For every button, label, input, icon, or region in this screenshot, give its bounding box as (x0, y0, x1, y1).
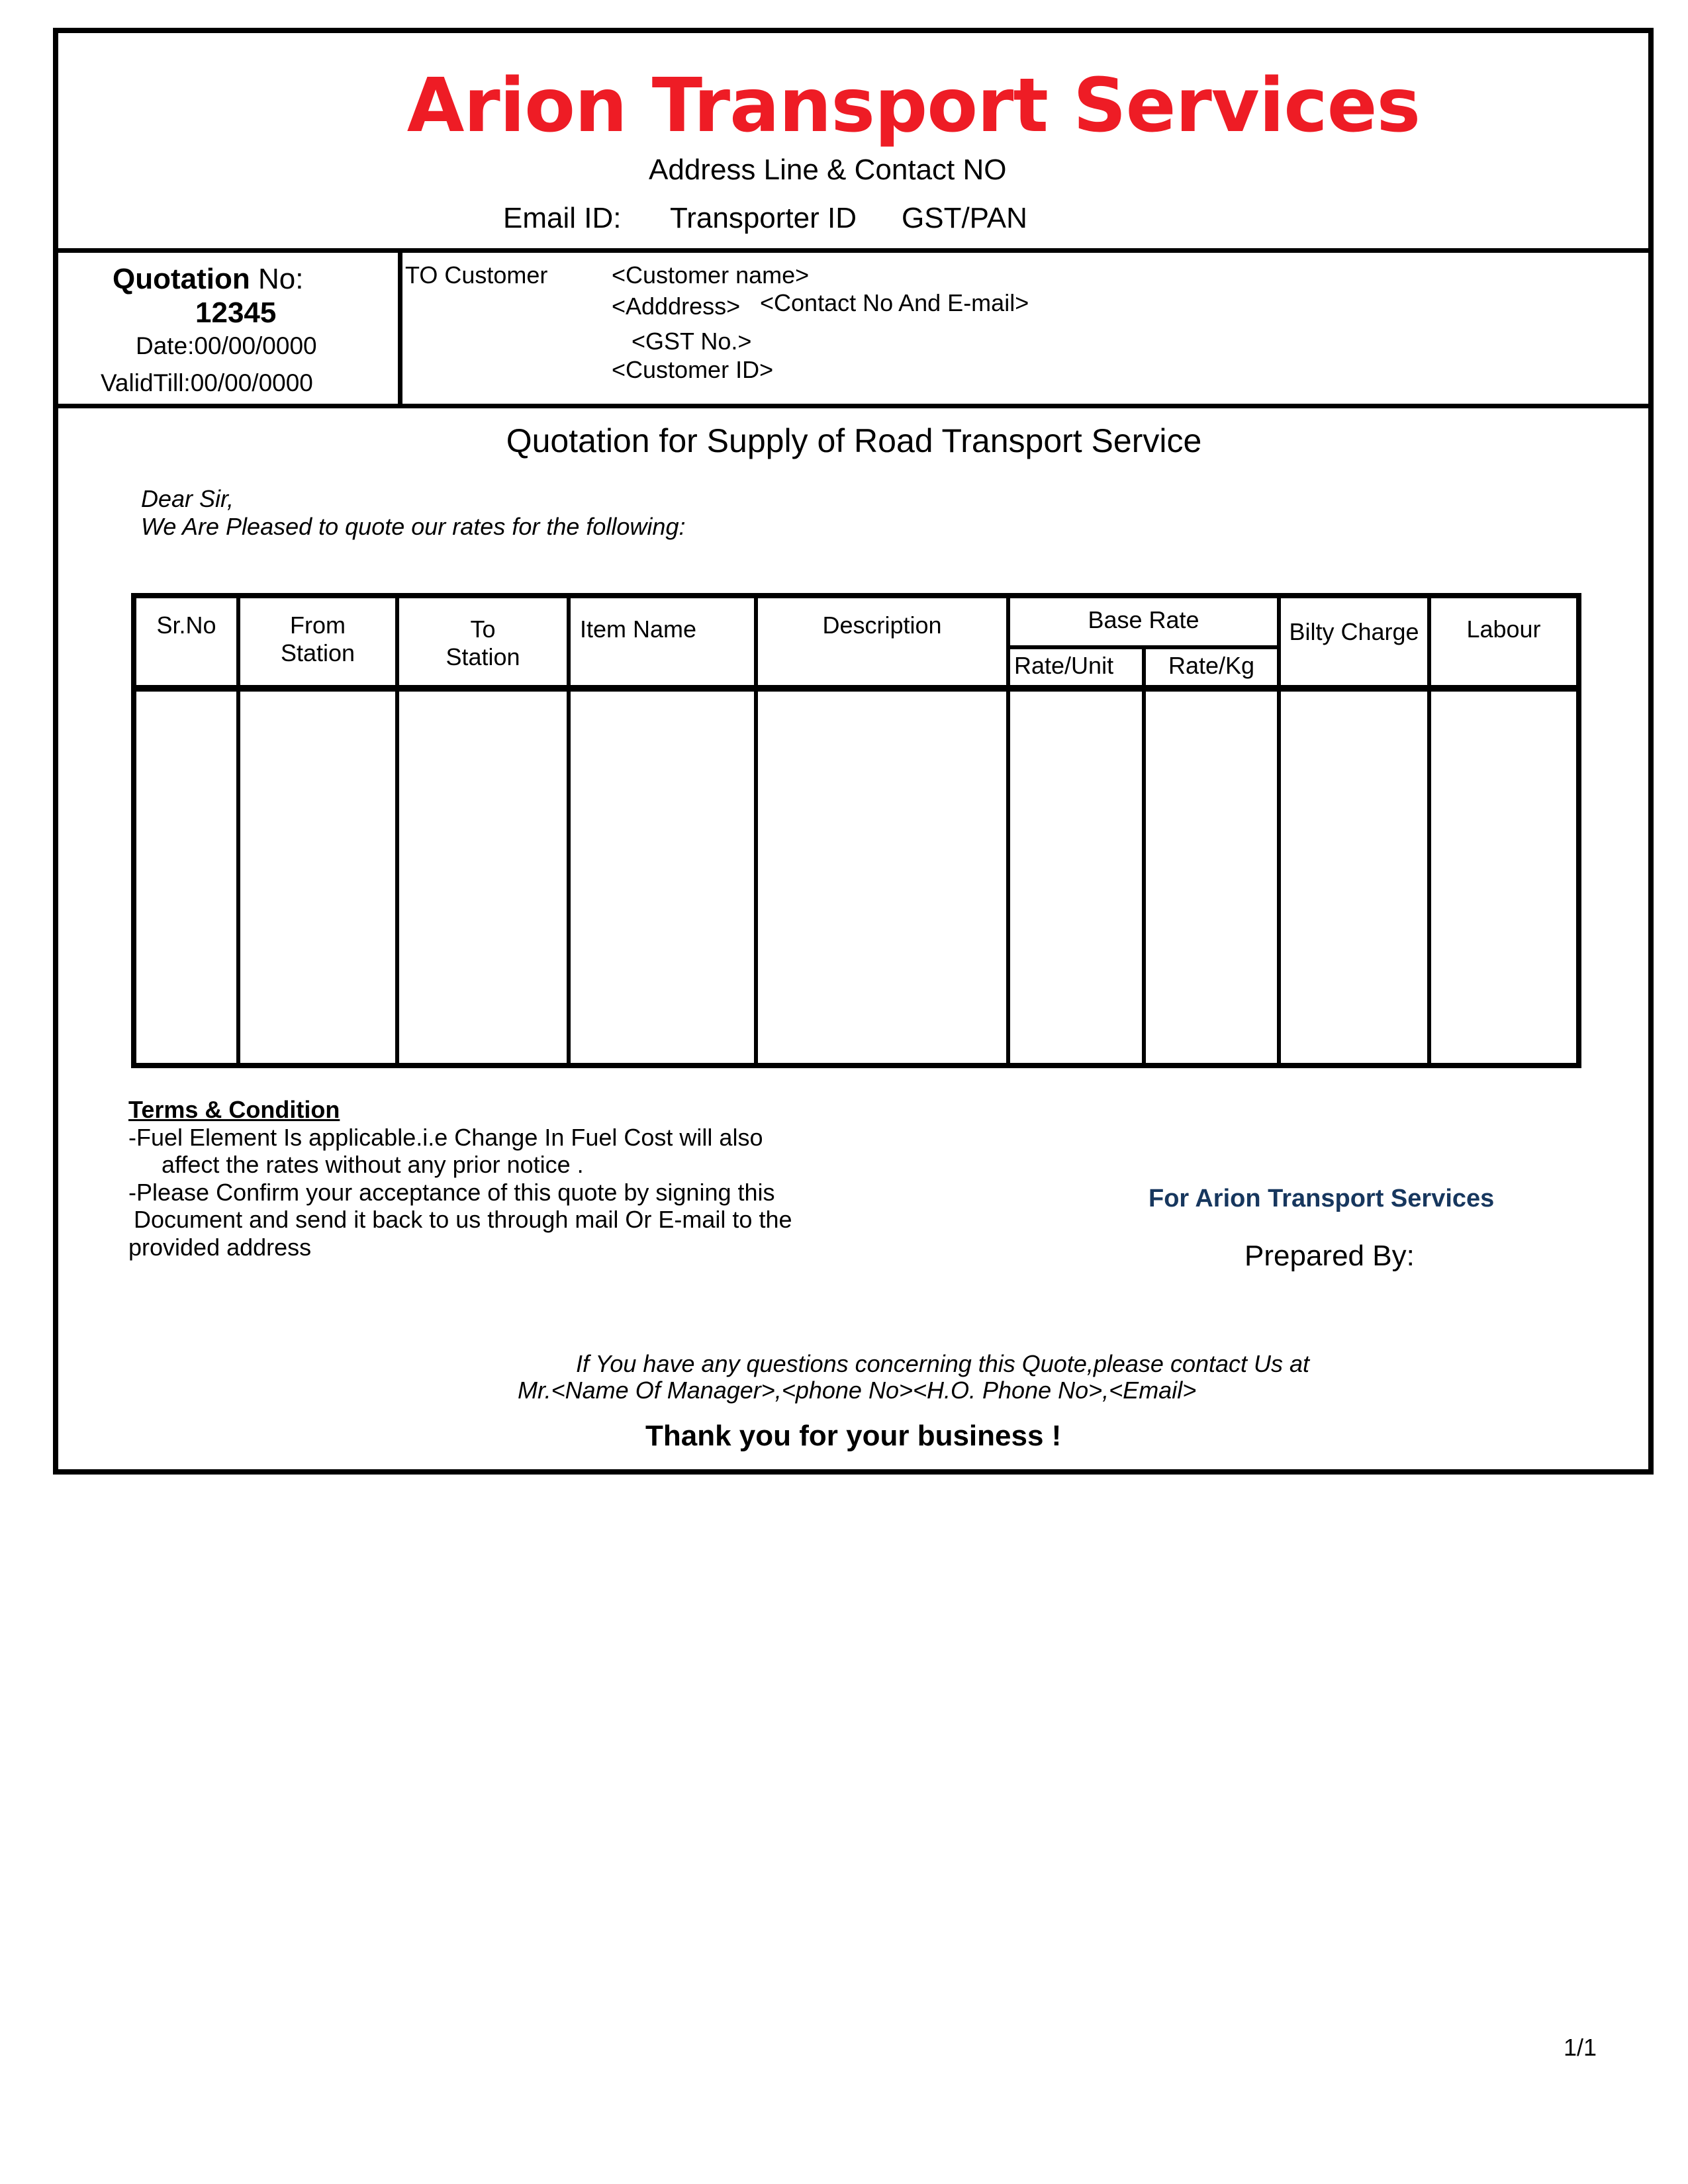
cell-rate-unit[interactable] (1008, 688, 1144, 1066)
for-company-signature: For Arion Transport Services (1149, 1185, 1495, 1212)
quotation-title: Quotation for Supply of Road Transport Service (506, 422, 1202, 459)
cell-description[interactable] (756, 688, 1008, 1066)
terms-line: -Fuel Element Is applicable.i.e Change In Fuel Cost will also (128, 1123, 763, 1151)
col-header-rate-kg: Rate/Kg (1144, 647, 1279, 688)
col-header-to-station: To Station (397, 596, 569, 688)
contact-line-1: If You have any questions concerning this Quote,please contact Us at (576, 1350, 1310, 1377)
customer-id: <Customer ID> (612, 356, 774, 383)
page-number: 1/1 (1564, 2034, 1597, 2061)
thank-you-message: Thank you for your business ! (645, 1420, 1062, 1452)
contact-line-2: Mr.<Name Of Manager>,<phone No><H.O. Phone No>,<Email> (518, 1377, 1197, 1404)
terms-line: -Please Confirm your acceptance of this quote by signing this (128, 1178, 775, 1206)
prepared-by-label: Prepared By: (1244, 1240, 1415, 1272)
col-header-sr-no: Sr.No (134, 596, 238, 688)
terms-block (128, 1096, 792, 1261)
email-label: Email ID: (503, 202, 622, 234)
quotation-number-label: Quotation No: (113, 263, 304, 295)
info-divider (53, 404, 1654, 408)
col-header-rate-unit: Rate/Unit (1008, 647, 1144, 688)
col-header-labour: Labour (1429, 596, 1579, 688)
transporter-id-label: Transporter ID (670, 202, 857, 234)
company-name: Arion Transport Services (406, 63, 1421, 149)
greeting: Dear Sir, (141, 485, 234, 512)
terms-line: Document and send it back to us through mail Or E-mail to the (134, 1206, 792, 1233)
header-divider (53, 248, 1654, 253)
cell-sr-no[interactable] (134, 688, 238, 1066)
cell-from-station[interactable] (238, 688, 397, 1066)
quotation-date: Date:00/00/0000 (136, 332, 317, 359)
cell-item-name[interactable] (569, 688, 756, 1066)
customer-address: <Adddress> (612, 293, 741, 320)
to-customer-label: TO Customer (405, 261, 548, 289)
customer-contact: <Contact No And E-mail> (760, 289, 1029, 316)
gst-pan-label: GST/PAN (902, 202, 1027, 234)
col-header-item-name: Item Name (569, 596, 756, 688)
col-header-base-rate: Base Rate (1008, 596, 1279, 647)
cell-bilty-charge[interactable] (1279, 688, 1429, 1066)
intro-text: We Are Pleased to quote our rates for the following: (141, 513, 686, 540)
customer-name: <Customer name> (612, 261, 810, 289)
address-line: Address Line & Contact NO (649, 154, 1007, 186)
greeting-block (141, 485, 685, 541)
col-header-description: Description (756, 596, 1008, 688)
terms-line: affect the rates without any prior notice . (162, 1151, 584, 1178)
rates-table (131, 593, 1581, 1068)
terms-heading: Terms & Condition (128, 1096, 340, 1123)
col-header-from-station: From Station (238, 596, 397, 688)
cell-rate-kg[interactable] (1144, 688, 1279, 1066)
terms-line: provided address (128, 1233, 312, 1261)
info-split-divider (398, 248, 402, 408)
quotation-valid-till: ValidTill:00/00/0000 (101, 369, 313, 396)
cell-labour[interactable] (1429, 688, 1579, 1066)
quotation-number: 12345 (195, 296, 277, 329)
col-header-bilty-charge: Bilty Charge (1279, 596, 1429, 688)
cell-to-station[interactable] (397, 688, 569, 1066)
customer-gst: <GST No.> (632, 328, 752, 355)
table-row (134, 688, 1579, 1066)
